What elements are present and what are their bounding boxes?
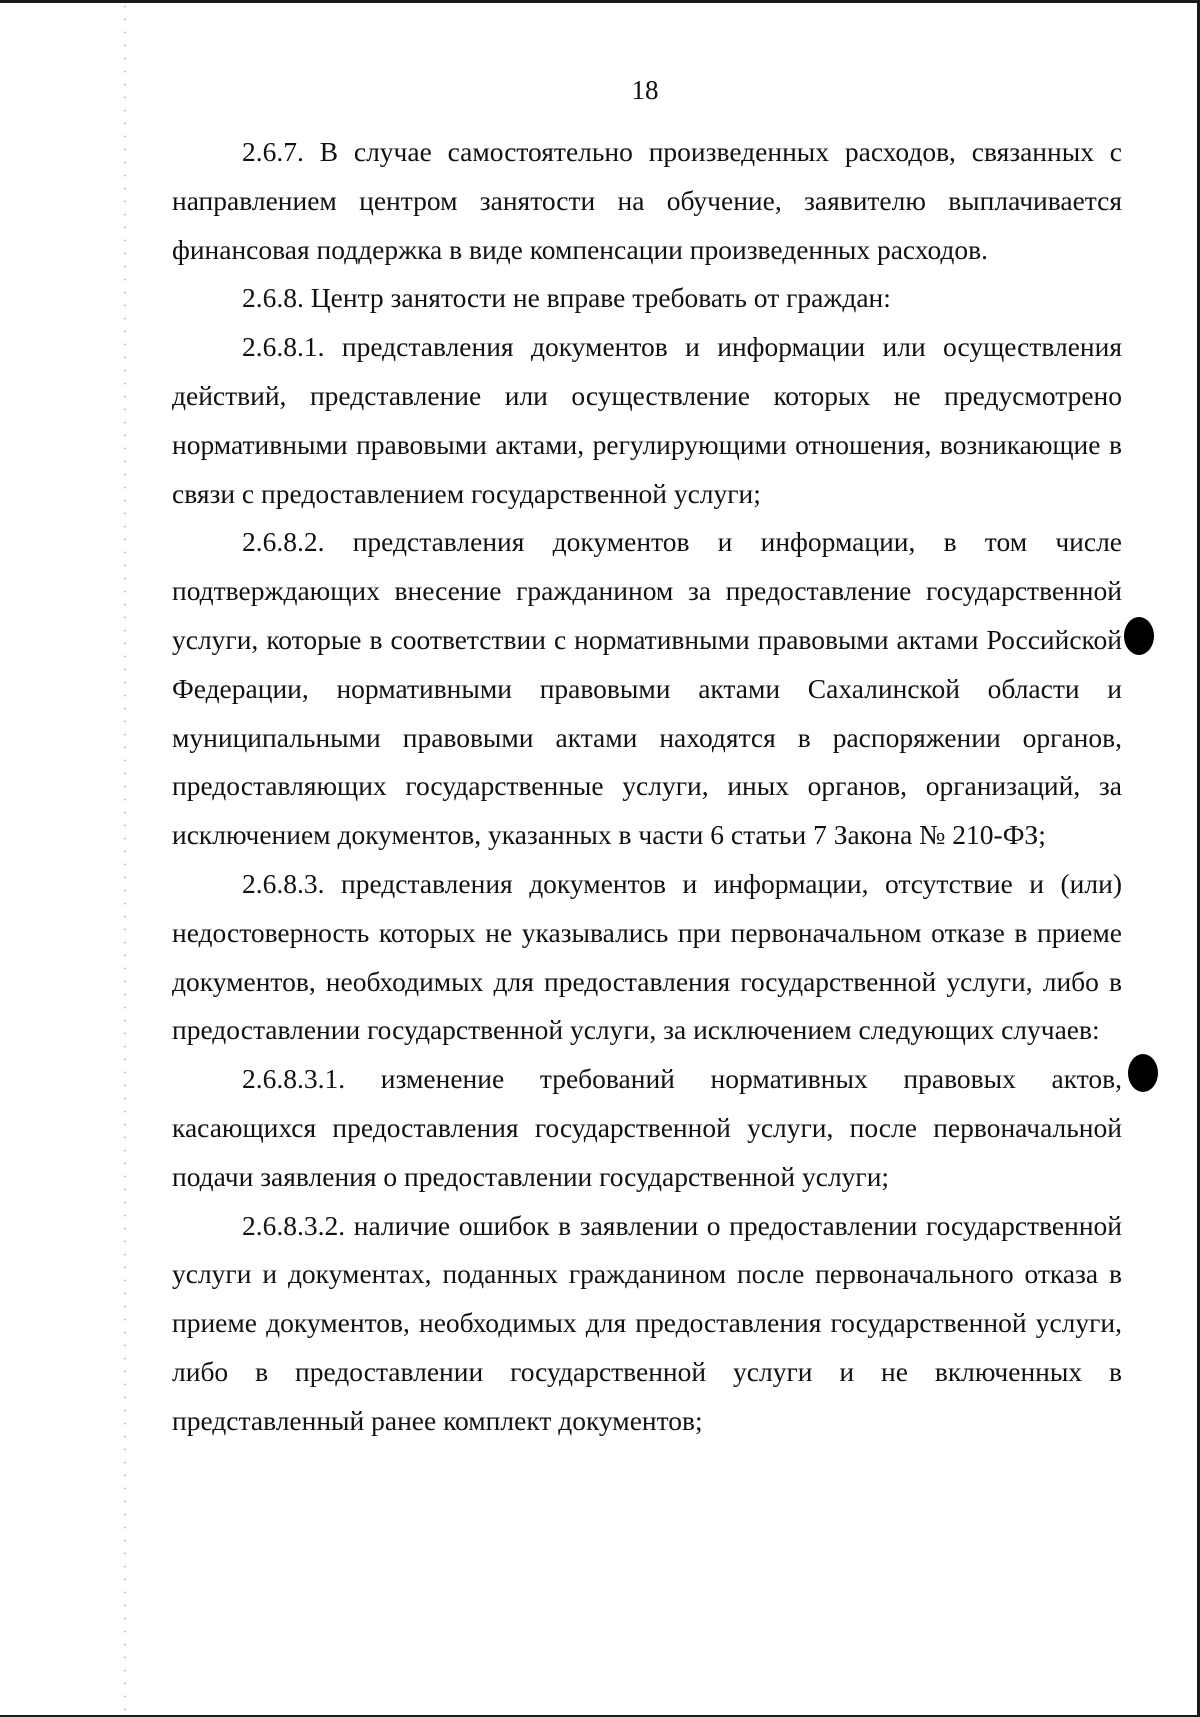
- paragraph-2-6-8-1: 2.6.8.1. представления документов и информации или осуществления действий, представление или осуществление которых не предусмотрено нормативными правовыми актами, регулирующими отношения, возникающие в связи с предоставлением государственной услуги;: [172, 331, 1122, 509]
- paragraph-2-6-8-3-2: 2.6.8.3.2. наличие ошибок в заявлении о предоставлении государственной услуги и документах, поданных гражданином после первоначального отказа в приеме документов, необходимых для предоставления государственной услуги, либо в предоставлении государственной услуги и не включенных в представленный ранее комплект документов;: [172, 1209, 1122, 1436]
- paragraph-2-6-8-2: 2.6.8.2. представления документов и информации, в том числе подтверждающих внесение гражданином за предоставление государственной услуги, которые в соответствии с нормативными правовыми актами Российской Федерации, нормативными правовыми актами Сахалинской области и муниципальными правовыми актами находятся в распоряжении органов, предоставляющих государственные услуги, иных органов, организаций, за исключением документов, указанных в части 6 статьи 7 Закона № 210-ФЗ;: [172, 526, 1122, 851]
- paragraph-2-6-8-3-1: 2.6.8.3.1. изменение требований нормативных правовых актов, касающихся предоставления государственной услуги, после первоначальной подачи заявления о предоставлении государственной услуги;: [172, 1063, 1122, 1192]
- paragraph-2-6-7: 2.6.7. В случае самостоятельно произведенных расходов, связанных с направлением центром занятости на обучение, заявителю выплачивается финансовая поддержка в виде компенсации произведенных расходов.: [172, 136, 1122, 265]
- punch-hole-upper: [1124, 617, 1154, 655]
- paragraph-2-6-8: 2.6.8. Центр занятости не вправе требовать от граждан:: [242, 282, 891, 314]
- paragraph-2-6-8-3: 2.6.8.3. представления документов и информации, отсутствие и (или) недостоверность которых не указывались при первоначальном отказе в приеме документов, необходимых для предоставления государственной услуги, либо в предоставлении государственной услуги, за исключением следующих случаев:: [172, 867, 1122, 1046]
- scan-top-edge: [0, 0, 1200, 3]
- document-body: [172, 128, 1122, 1446]
- punch-hole-lower: [1128, 1054, 1158, 1092]
- page-number: 18: [631, 75, 659, 105]
- scan-left-margin-specks: [118, 0, 132, 1717]
